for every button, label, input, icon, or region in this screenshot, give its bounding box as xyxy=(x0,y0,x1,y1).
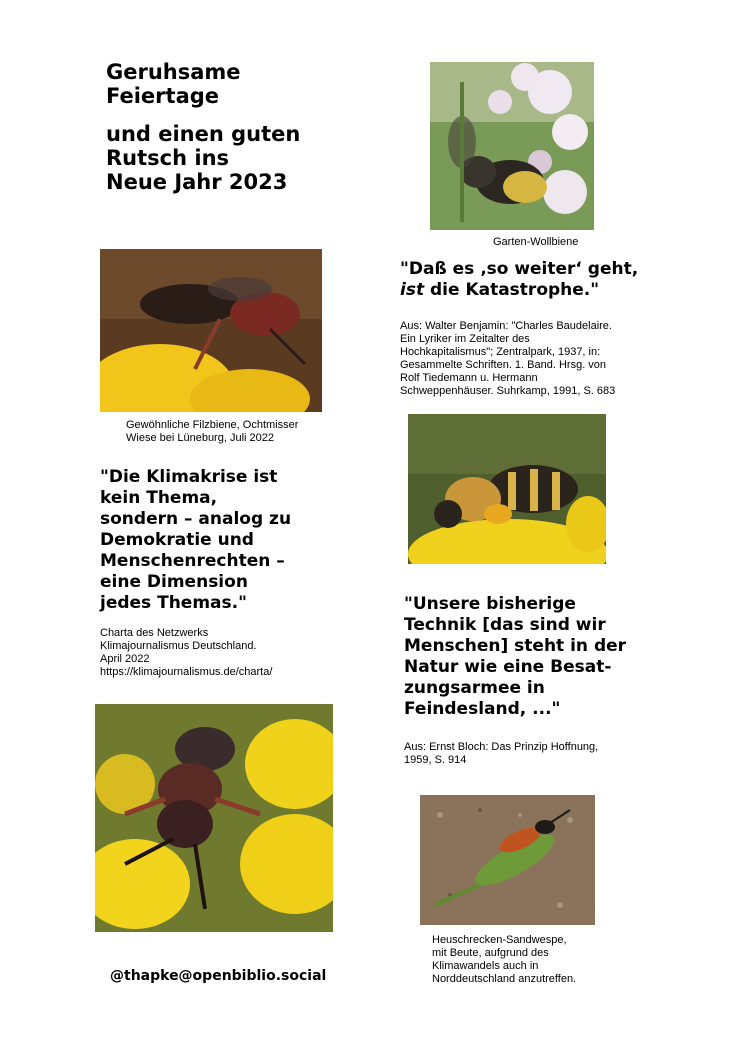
quote-emphasis: ist xyxy=(400,280,425,300)
source-line: April 2022 xyxy=(100,653,150,665)
source-line: Aus: Ernst Bloch: Das Prinzip Hoffnung, xyxy=(404,741,599,753)
wool-carder-bee-icon xyxy=(430,62,594,230)
greeting-heading xyxy=(106,60,300,194)
caption-line: Gewöhnliche Filzbiene, Ochtmisser xyxy=(126,419,299,431)
quote-line: "Unsere bisherige xyxy=(404,594,576,614)
quote-line-rest: die Katastrophe." xyxy=(424,280,600,300)
quote-line: kein Thema, xyxy=(100,488,218,508)
quote-line: zungsarmee in xyxy=(404,678,545,698)
quote-line: Technik [das sind wir xyxy=(404,615,606,635)
caption-line: Klimawandels auch in xyxy=(432,960,539,972)
sand-wasp-photo xyxy=(420,795,595,925)
pollen-bee-icon xyxy=(408,414,606,564)
benjamin-quote xyxy=(400,259,638,301)
source-line: Hochkapitalismus"; Zentralpark, 1937, in: xyxy=(400,346,601,358)
quote-line: Demokratie und xyxy=(100,530,254,550)
greeting-line: Feiertage xyxy=(106,84,220,108)
cuckoo-bee-photo xyxy=(95,704,333,932)
cuckoo-bee-icon xyxy=(95,704,333,932)
felt-bee-photo xyxy=(100,249,322,412)
quote-line: Menschenrechten – xyxy=(100,551,285,571)
caption-line: Heuschrecken-Sandwespe, xyxy=(432,934,567,946)
klima-source xyxy=(100,627,272,679)
caption-line: Norddeutschland anzutreffen. xyxy=(432,973,577,985)
source-line: Gesammelte Schriften. 1. Band. Hrsg. von xyxy=(400,359,607,371)
greeting-line: Neue Jahr 2023 xyxy=(106,170,288,194)
source-line: Charta des Netzwerks xyxy=(100,627,209,639)
social-handle: @thapke@openbiblio.social xyxy=(110,968,327,984)
sand-wasp-icon xyxy=(420,795,595,925)
bloch-quote xyxy=(404,594,626,720)
source-line: Rolf Tiedemann u. Hermann xyxy=(400,372,538,384)
quote-line: "Daß es ‚so weiter‘ geht, xyxy=(400,259,639,279)
source-line: 1959, S. 914 xyxy=(404,754,467,766)
caption-line: Wiese bei Lüneburg, Juli 2022 xyxy=(126,432,274,444)
quote-line: Menschen] steht in der xyxy=(404,636,627,656)
klima-quote xyxy=(100,467,291,614)
source-line: Aus: Walter Benjamin: "Charles Baudelaire. xyxy=(400,320,612,332)
quote-line: Natur wie eine Besat- xyxy=(404,657,612,677)
bloch-source xyxy=(404,741,598,767)
greeting-line: und einen guten xyxy=(106,122,301,146)
felt-bee-icon xyxy=(100,249,322,412)
pollen-bee-photo xyxy=(408,414,606,564)
quote-line: sondern – analog zu xyxy=(100,509,292,529)
sand-wasp-caption xyxy=(432,934,576,986)
source-line: https://klimajournalismus.de/charta/ xyxy=(100,666,273,678)
quote-line: Feindesland, ..." xyxy=(404,699,561,719)
wool-carder-bee-photo xyxy=(430,62,594,230)
quote-line: jedes Themas." xyxy=(100,593,247,613)
greeting-line: Rutsch ins xyxy=(106,146,230,170)
wool-carder-bee-caption: Garten-Wollbiene xyxy=(493,236,579,248)
quote-line: eine Dimension xyxy=(100,572,248,592)
benjamin-source xyxy=(400,320,615,398)
quote-line: "Die Klimakrise ist xyxy=(100,467,278,487)
felt-bee-caption xyxy=(126,419,298,445)
greeting-line: Geruhsame xyxy=(106,60,241,84)
quote-line xyxy=(400,280,638,301)
source-line: Schweppenhäuser. Suhrkamp, 1991, S. 683 xyxy=(400,385,616,397)
source-line: Klimajournalismus Deutschland. xyxy=(100,640,257,652)
source-line: Ein Lyriker im Zeitalter des xyxy=(400,333,530,345)
caption-line: mit Beute, aufgrund des xyxy=(432,947,549,959)
